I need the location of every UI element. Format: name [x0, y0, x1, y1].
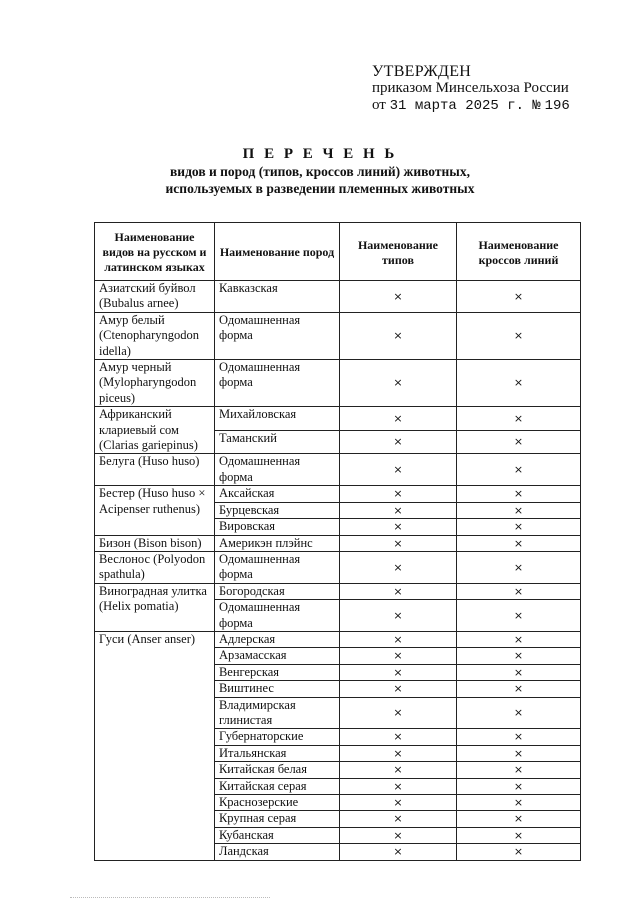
type-mark-cell: × [340, 312, 457, 359]
cross-mark-cell: × [456, 535, 580, 551]
species-cell: Бестер (Huso huso × Acipenser ruthenus) [95, 486, 215, 535]
cross-mark-cell: × [456, 486, 580, 502]
cross-mark-cell: × [456, 827, 580, 843]
cross-mark-cell: × [456, 600, 580, 632]
breed-cell: Арзамасская [214, 648, 339, 664]
species-cell: Веслонос (Polyodon spathula) [95, 551, 215, 583]
type-mark-cell: × [340, 600, 457, 632]
type-mark-cell: × [340, 811, 457, 827]
header-types: Наименование типов [340, 223, 457, 281]
species-cell: Африканский клариевый сом (Clarias gariepinus) [95, 407, 215, 454]
type-mark-cell: × [340, 729, 457, 745]
cross-mark-cell: × [456, 681, 580, 697]
type-mark-cell: × [340, 631, 457, 647]
table-row [95, 281, 581, 313]
table-row [95, 551, 581, 583]
approved-label: УТВЕРЖДЕН [372, 63, 472, 80]
cross-mark-cell: × [456, 844, 580, 860]
type-mark-cell: × [340, 681, 457, 697]
breed-cell: Михайловская [214, 407, 339, 431]
type-mark-cell: × [340, 778, 457, 794]
table-row [95, 407, 581, 431]
footer-divider [70, 897, 270, 898]
header-breed: Наименование пород [214, 223, 339, 281]
type-mark-cell: × [340, 486, 457, 502]
cross-mark-cell: × [456, 502, 580, 518]
breed-cell: Одомашненная форма [214, 312, 339, 359]
table-row [95, 631, 581, 647]
species-cell: Гуси (Anser anser) [95, 631, 215, 860]
species-cell: Амур белый (Ctenopharyngodon idella) [95, 312, 215, 359]
cross-mark-cell: × [456, 430, 580, 454]
breed-cell: Владимирская глинистая [214, 697, 339, 729]
type-mark-cell: × [340, 844, 457, 860]
cross-mark-cell: × [456, 281, 580, 313]
order-date-line [372, 97, 570, 115]
type-mark-cell: × [340, 360, 457, 407]
breed-cell: Богородская [214, 583, 339, 599]
breeds-table [94, 222, 581, 861]
cross-mark-cell: × [456, 454, 580, 486]
breed-cell: Таманский [214, 430, 339, 454]
breed-cell: Краснозерские [214, 795, 339, 811]
cross-mark-cell: × [456, 631, 580, 647]
cross-mark-cell: × [456, 664, 580, 680]
breed-cell: Одомашненная форма [214, 360, 339, 407]
type-mark-cell: × [340, 502, 457, 518]
breed-cell: Америкэн плэйнс [214, 535, 339, 551]
breed-cell: Китайская белая [214, 762, 339, 778]
header-species: Наименование видов на русском и латинском языках [95, 223, 215, 281]
breed-cell: Губернаторские [214, 729, 339, 745]
table-row [95, 583, 581, 599]
breed-cell: Кубанская [214, 827, 339, 843]
cross-mark-cell: × [456, 407, 580, 431]
cross-mark-cell: × [456, 583, 580, 599]
order-number: 196 [544, 98, 570, 114]
type-mark-cell: × [340, 535, 457, 551]
cross-mark-cell: × [456, 697, 580, 729]
cross-mark-cell: × [456, 811, 580, 827]
cross-mark-cell: × [456, 762, 580, 778]
breed-cell: Венгерская [214, 664, 339, 680]
breed-cell: Китайская серая [214, 778, 339, 794]
table-row [95, 360, 581, 407]
breed-cell: Одомашненная форма [214, 551, 339, 583]
table-header-row [95, 223, 581, 281]
species-cell: Амур черный (Mylopharyngodon piceus) [95, 360, 215, 407]
order-date: 31 марта 2025 г. № [389, 98, 541, 114]
type-mark-cell: × [340, 762, 457, 778]
type-mark-cell: × [340, 583, 457, 599]
type-mark-cell: × [340, 454, 457, 486]
document-title: П Е Р Е Ч Е Н Ь [242, 146, 398, 162]
breed-cell: Ландская [214, 844, 339, 860]
table-row [95, 486, 581, 502]
cross-mark-cell: × [456, 519, 580, 535]
cross-mark-cell: × [456, 648, 580, 664]
date-prefix: от [372, 97, 386, 113]
type-mark-cell: × [340, 827, 457, 843]
table-row [95, 312, 581, 359]
type-mark-cell: × [340, 407, 457, 431]
type-mark-cell: × [340, 664, 457, 680]
type-mark-cell: × [340, 281, 457, 313]
breed-cell: Адлерская [214, 631, 339, 647]
species-cell: Азиатский буйвол (Bubalus arnee) [95, 281, 215, 313]
cross-mark-cell: × [456, 745, 580, 761]
document-subtitle-line2: используемых в разведении племенных животных [165, 181, 475, 196]
breed-cell: Кавказская [214, 281, 339, 313]
breed-cell: Одомашненная форма [214, 454, 339, 486]
cross-mark-cell: × [456, 312, 580, 359]
document-heading [0, 145, 640, 197]
order-text: приказом Минсельхоза России [372, 80, 569, 96]
cross-mark-cell: × [456, 729, 580, 745]
type-mark-cell: × [340, 697, 457, 729]
cross-mark-cell: × [456, 778, 580, 794]
table-body [95, 281, 581, 861]
breed-cell: Крупная серая [214, 811, 339, 827]
breed-cell: Аксайская [214, 486, 339, 502]
table-row [95, 535, 581, 551]
breed-cell: Итальянская [214, 745, 339, 761]
type-mark-cell: × [340, 519, 457, 535]
approval-stamp [372, 63, 570, 115]
type-mark-cell: × [340, 745, 457, 761]
type-mark-cell: × [340, 551, 457, 583]
breed-cell: Одомашненная форма [214, 600, 339, 632]
header-crosses: Наименование кроссов линий [456, 223, 580, 281]
type-mark-cell: × [340, 648, 457, 664]
document-subtitle-line1: видов и пород (типов, кроссов линий) животных, [170, 164, 470, 179]
cross-mark-cell: × [456, 795, 580, 811]
type-mark-cell: × [340, 430, 457, 454]
table-row [95, 454, 581, 486]
type-mark-cell: × [340, 795, 457, 811]
breed-cell: Вировская [214, 519, 339, 535]
species-cell: Виноградная улитка (Helix pomatia) [95, 583, 215, 631]
cross-mark-cell: × [456, 360, 580, 407]
cross-mark-cell: × [456, 551, 580, 583]
species-cell: Белуга (Huso huso) [95, 454, 215, 486]
breed-cell: Виштинес [214, 681, 339, 697]
breed-cell: Бурцевская [214, 502, 339, 518]
species-cell: Бизон (Bison bison) [95, 535, 215, 551]
